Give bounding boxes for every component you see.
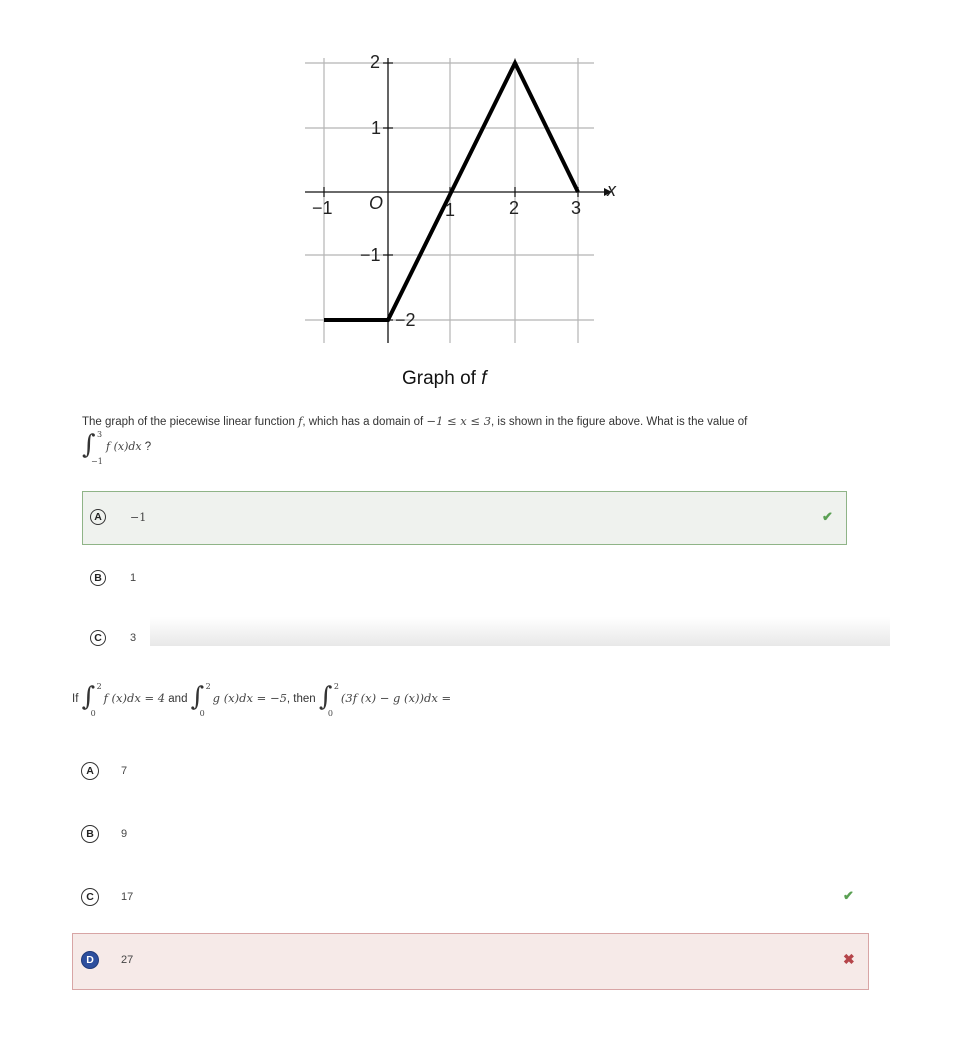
x-tick-2: 2 — [509, 198, 520, 218]
q1-domain: −1 ≤ x ≤ 3 — [426, 414, 492, 428]
q2-choice-d-highlight — [72, 933, 869, 990]
q1-text-after: , is shown in the figure above. What is the value of — [491, 416, 748, 428]
question2-text — [72, 682, 452, 718]
choice-letter-a: A — [90, 509, 106, 525]
section-divider — [0, 646, 954, 660]
q2-choice-a[interactable] — [81, 762, 127, 780]
q2-int2-lower: 0 — [199, 709, 205, 718]
q2-int1-body: f (x)dx = 4 — [103, 691, 166, 706]
q2-then: , then — [286, 693, 316, 706]
choice-letter-c: C — [90, 630, 106, 646]
q2-and: and — [168, 693, 188, 706]
q1-choice-b[interactable] — [90, 570, 136, 586]
q2-int2-body: g (x)dx = −5 — [212, 691, 287, 706]
x-axis-label: x — [607, 180, 616, 200]
question1-integral — [82, 430, 152, 466]
q1-var: f — [298, 414, 303, 428]
q2-choice-c[interactable] — [81, 888, 133, 906]
origin-label: O — [369, 193, 384, 213]
q1-integrand: f (x)dx — [106, 440, 142, 454]
q2-int3-upper: 2 — [333, 682, 339, 691]
choice-letter-b: B — [81, 825, 99, 843]
choice-letter-b: B — [90, 570, 106, 586]
q2-choice-d[interactable] — [81, 951, 133, 969]
q1-text-before: The graph of the piecewise linear function — [82, 416, 299, 428]
integral-sign-icon: ∫ 3 −1 — [82, 430, 103, 466]
x-tick-1: 1 — [445, 200, 456, 220]
x-tick-neg1: −1 — [312, 198, 333, 218]
y-tick-2: 2 — [370, 52, 381, 72]
choice-value: 3 — [130, 632, 137, 644]
y-tick-neg2: −2 — [395, 310, 416, 330]
choice-letter-d: D — [81, 951, 99, 969]
q2-int3-lower: 0 — [327, 709, 333, 718]
graph-caption-var: f — [481, 368, 487, 389]
q2-int1-upper: 2 — [96, 682, 102, 691]
y-tick-neg1: −1 — [360, 245, 381, 265]
q2-prefix: If — [72, 693, 79, 706]
choice-value: 1 — [130, 572, 137, 584]
q1-int-upper: 3 — [97, 430, 103, 439]
choice-value: 27 — [121, 954, 134, 966]
choice-value: −1 — [130, 510, 147, 524]
graph-caption — [402, 368, 487, 390]
check-icon: ✔ — [822, 509, 833, 524]
check-icon: ✔ — [843, 888, 854, 903]
choice-value: 17 — [121, 891, 134, 903]
choice-letter-c: C — [81, 888, 99, 906]
integral-sign-icon: ∫ 2 0 — [81, 682, 102, 718]
q1-text-mid: , which has a domain of — [302, 416, 427, 428]
question1-text — [82, 414, 747, 428]
q2-choice-b[interactable] — [81, 825, 127, 843]
q2-int2-upper: 2 — [205, 682, 211, 691]
fade-overlay — [150, 617, 890, 646]
choice-value: 7 — [121, 765, 128, 777]
q1-int-lower: −1 — [91, 457, 103, 466]
integral-sign-icon: ∫ 2 0 — [318, 682, 339, 718]
q1-choice-c[interactable] — [90, 630, 136, 646]
q2-int3-body: (3f (x) − g (x))dx = — [340, 691, 452, 706]
choice-value: 9 — [121, 828, 128, 840]
q1-suffix: ? — [141, 441, 152, 454]
q1-choice-a-highlight — [82, 491, 847, 545]
graph-caption-text: Graph of — [402, 368, 482, 389]
choice-letter-a: A — [81, 762, 99, 780]
q1-choice-a[interactable] — [90, 509, 146, 525]
x-tick-3: 3 — [571, 198, 582, 218]
y-tick-1: 1 — [371, 118, 382, 138]
q2-int1-lower: 0 — [90, 709, 96, 718]
x-icon: ✖ — [843, 951, 855, 967]
integral-sign-icon: ∫ 2 0 — [190, 682, 211, 718]
